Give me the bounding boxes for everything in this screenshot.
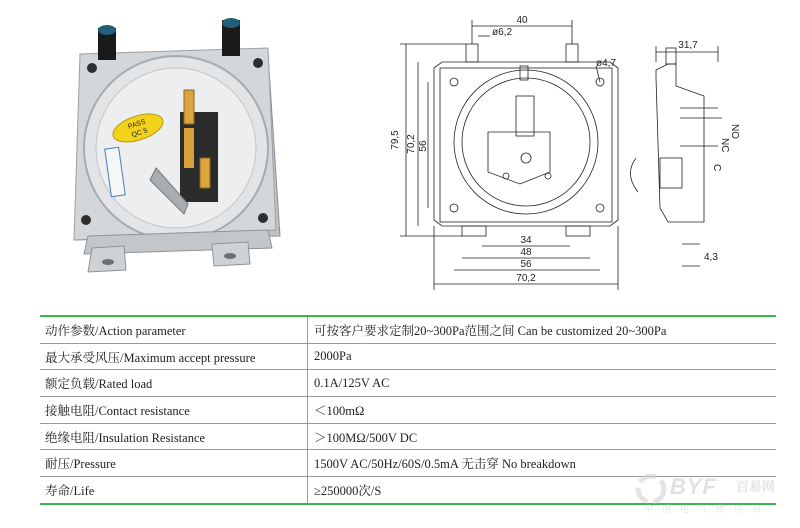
- watermark-brand-cn: 百易网: [736, 480, 776, 495]
- table-row: [40, 316, 776, 343]
- dim-height-body: 70,2: [406, 134, 417, 154]
- table-row: [40, 343, 776, 370]
- watermark: [632, 472, 792, 520]
- dim-height-total: 79,5: [390, 130, 401, 150]
- table-row: [40, 423, 776, 450]
- spec-value: 2000Pa: [308, 343, 777, 370]
- dim-bottom-48: 48: [520, 247, 532, 258]
- dim-mount-hole: ø4,7: [596, 58, 617, 69]
- table-row: [40, 370, 776, 397]
- spec-value: ≥250000次/S: [308, 477, 777, 504]
- spec-label: 动作参数/Action parameter: [40, 316, 308, 343]
- bracket-foot-left: [88, 246, 126, 272]
- dim-side-depth: 31,7: [678, 40, 698, 51]
- spec-value: 0.1A/125V AC: [308, 370, 777, 397]
- spec-label: 寿命/Life: [40, 477, 308, 504]
- spec-value: ＜100mΩ: [308, 397, 777, 424]
- side-label-no: NO: [729, 124, 740, 139]
- side-label-c: C: [711, 164, 722, 172]
- dim-bottom-70: 70,2: [516, 273, 536, 284]
- spec-label: 最大承受风压/Maximum accept pressure: [40, 343, 308, 370]
- switch-terminal: [184, 90, 194, 124]
- spec-label: 额定负载/Rated load: [40, 370, 308, 397]
- spec-value: 可按客户要求定制20~300Pa范围之间 Can be customized 20~300Pa: [308, 316, 777, 343]
- side-view-outline: [656, 64, 704, 222]
- front-view-diaphragm: [454, 70, 598, 214]
- screw: [258, 213, 268, 223]
- spec-value: 1500V AC/50Hz/60S/0.5mA 无击穿 No breakdown: [308, 450, 777, 477]
- sticker-qc: QC 5: [130, 127, 149, 140]
- side-label-nc: NC: [719, 138, 730, 153]
- dim-top-width: 40: [516, 15, 528, 26]
- watermark-subtitle: 中国电气供应商: [644, 505, 771, 515]
- switch-terminal: [200, 158, 210, 188]
- table-row: [40, 397, 776, 424]
- spec-label: 耐压/Pressure: [40, 450, 308, 477]
- spec-value: ＞100MΩ/500V DC: [308, 423, 777, 450]
- watermark-logo-icon: [634, 472, 668, 506]
- dim-height-inner: 56: [418, 140, 429, 152]
- screw: [81, 215, 91, 225]
- dim-side-small: 4,3: [704, 252, 718, 263]
- dim-hole-dia: ø6,2: [492, 27, 513, 38]
- watermark-brand: BYF: [670, 474, 717, 499]
- technical-drawing: [370, 8, 800, 298]
- product-photo: [58, 8, 298, 280]
- spec-label: 绝缘电阻/Insulation Resistance: [40, 423, 308, 450]
- screw: [87, 63, 97, 73]
- front-view-outline: [434, 62, 618, 226]
- dim-bottom-34: 34: [520, 235, 532, 246]
- dim-bottom-56: 56: [520, 259, 532, 270]
- spec-label: 接触电阻/Contact resistance: [40, 397, 308, 424]
- screw: [253, 58, 263, 68]
- sticker-pass: PASS: [127, 118, 147, 131]
